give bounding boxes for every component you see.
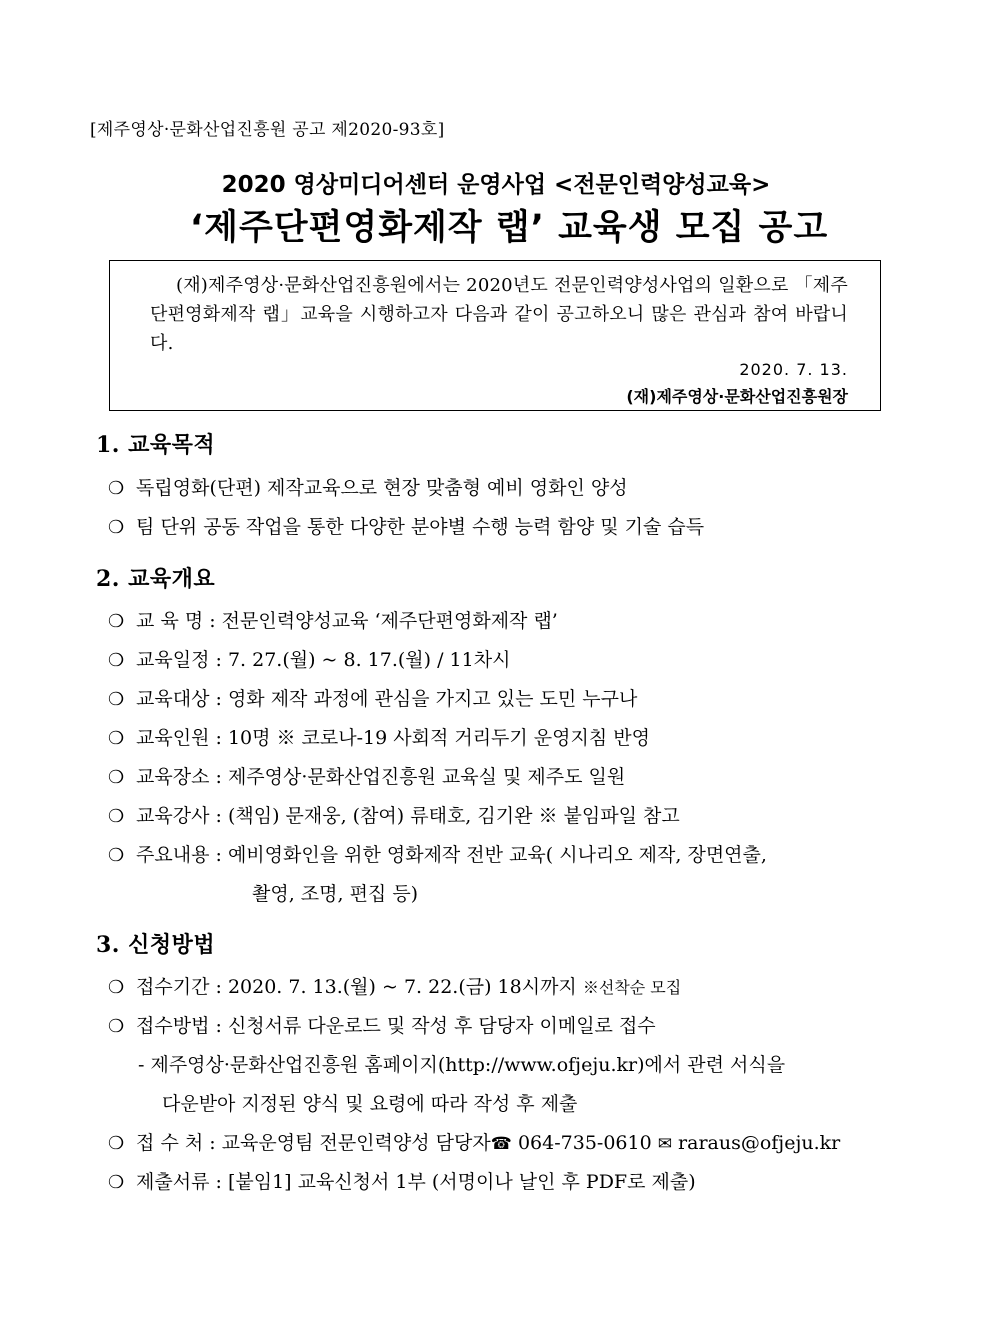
circle-bullet-icon: ❍ [108, 1172, 125, 1193]
list-item-text: 교육인원 : 10명 ※ 코로나-19 사회적 거리두기 운영지침 반영 [136, 727, 650, 749]
method-detail-line1: - 제주영상·문화산업진흥원 홈페이지(http://www.ofjeju.kr)에서 관련 서식을 [138, 1054, 786, 1076]
list-item [108, 758, 898, 797]
section-heading-overview: 2. 교육개요 [96, 566, 216, 592]
list-item [108, 469, 898, 508]
list-item-text: 독립영화(단편) 제작교육으로 현장 맞춤형 예비 영화인 양성 [136, 477, 628, 499]
period-note: ※선착순 모집 [582, 978, 682, 997]
circle-bullet-icon: ❍ [108, 1133, 125, 1154]
circle-bullet-icon: ❍ [108, 611, 125, 632]
list-item-text: 접수방법 : 신청서류 다운로드 및 작성 후 담당자 이메일로 접수 [136, 1015, 656, 1037]
list-item-continuation: 촬영, 조명, 편집 등) [252, 883, 419, 905]
list-item [108, 719, 898, 758]
list-item [108, 968, 898, 1007]
circle-bullet-icon: ❍ [108, 845, 125, 866]
phone-icon: ☎ [490, 1134, 512, 1154]
intro-text: (재)제주영상·문화산업진흥원에서는 2020년도 전문인력양성사업의 일환으로 「제주단편영화제작 랩」교육을 시행하고자 다음과 같이 공고하오니 많은 관심과 참여 바랍니다. [150, 275, 848, 354]
list-item [108, 508, 898, 547]
mail-icon: ✉ [657, 1134, 672, 1154]
list-item-text: 교 육 명 : 전문인력양성교육 ‘제주단편영화제작 랩’ [136, 610, 558, 632]
contact-label: 접 수 처 : 교육운영팀 전문인력양성 담당자 [136, 1132, 491, 1154]
list-item-text: 주요내용 : 예비영화인을 위한 영화제작 전반 교육( 시나리오 제작, 장면연출, [136, 844, 767, 866]
list-item [108, 680, 898, 719]
list-item-text: 교육장소 : 제주영상·문화산업진흥원 교육실 및 제주도 일원 [136, 766, 626, 788]
list-item [108, 1007, 898, 1046]
circle-bullet-icon: ❍ [108, 767, 125, 788]
list-item [108, 602, 898, 641]
circle-bullet-icon: ❍ [108, 650, 125, 671]
list-item [108, 1124, 898, 1164]
contact-email[interactable]: raraus@ofjeju.kr [678, 1132, 841, 1154]
list-item [108, 641, 898, 680]
intro-box [109, 260, 881, 411]
list-item-text: 접수기간 : 2020. 7. 13.(월) ~ 7. 22.(금) 18시까지 [136, 976, 577, 998]
page-title: ‘제주단편영화제작 랩’ 교육생 모집 공고 [189, 208, 829, 248]
intro-organization: (재)제주영상·문화산업진흥원장 [626, 387, 848, 406]
contact-phone: 064-735-0610 [517, 1132, 652, 1154]
list-item-text: 제출서류 : [붙임1] 교육신청서 1부 (서명이나 날인 후 PDF로 제출) [136, 1171, 696, 1193]
list-item [108, 836, 898, 875]
circle-bullet-icon: ❍ [108, 478, 125, 499]
section-heading-application: 3. 신청방법 [96, 932, 216, 958]
intro-date: 2020. 7. 13. [739, 360, 848, 379]
circle-bullet-icon: ❍ [108, 806, 125, 827]
list-item-text: 교육대상 : 영화 제작 과정에 관심을 가지고 있는 도민 누구나 [136, 688, 638, 710]
circle-bullet-icon: ❍ [108, 1016, 125, 1037]
title-subheading: 2020 영상미디어센터 운영사업 <전문인력양성교육> [221, 172, 771, 198]
circle-bullet-icon: ❍ [108, 977, 125, 998]
list-item [108, 797, 898, 836]
list-item [108, 1163, 898, 1202]
section-heading-purpose: 1. 교육목적 [96, 432, 216, 458]
method-detail-line2: 다운받아 지정된 양식 및 요령에 따라 작성 후 제출 [162, 1093, 578, 1115]
notice-number: [제주영상·문화산업진흥원 공고 제2020-93호] [90, 120, 445, 140]
circle-bullet-icon: ❍ [108, 517, 125, 538]
list-item-text: 팀 단위 공동 작업을 통한 다양한 분야별 수행 능력 함양 및 기술 습득 [136, 516, 705, 538]
circle-bullet-icon: ❍ [108, 689, 125, 710]
circle-bullet-icon: ❍ [108, 728, 125, 749]
list-item-text: 교육강사 : (책임) 문재웅, (참여) 류태호, 김기완 ※ 붙임파일 참고 [136, 805, 680, 827]
list-item-text: 교육일정 : 7. 27.(월) ~ 8. 17.(월) / 11차시 [136, 649, 511, 671]
